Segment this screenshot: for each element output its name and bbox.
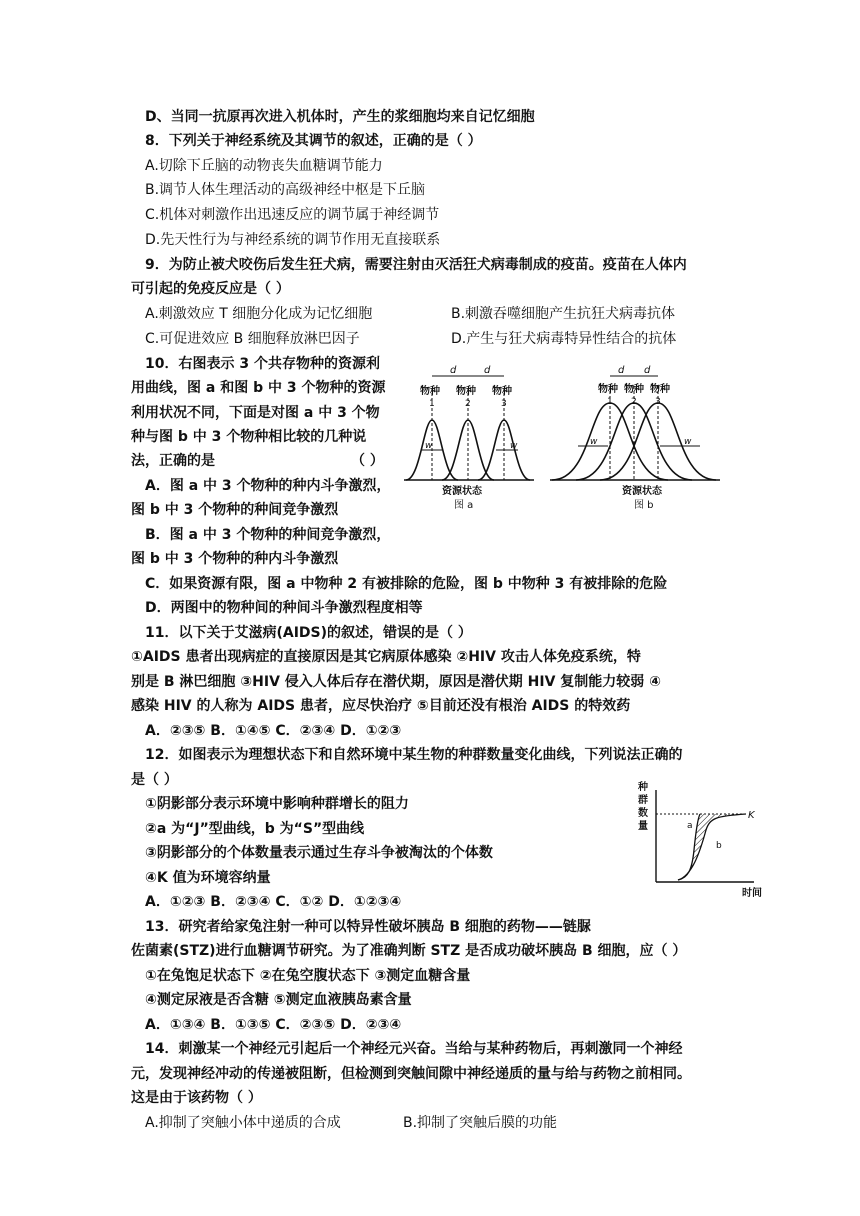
statement: ②a 为“J”型曲线，b 为“S”型曲线 [145, 821, 365, 837]
figure-a [404, 365, 534, 511]
option-line: D.产生与狂犬病毒特异性结合的抗体 [451, 331, 677, 347]
option-line: A.切除下丘脑的动物丧失血糖调节能力 [145, 158, 383, 174]
species-num: 3 [501, 399, 507, 409]
option-line: B.抑制了突触后膜的功能 [403, 1115, 558, 1131]
x-axis-label: 资源状态 [442, 486, 482, 497]
options-row: A．①③④ B．①③⑤ C．②③⑤ D．②③④ [145, 1017, 402, 1033]
option-line: D．两图中的物种间的种间斗争激烈程度相等 [145, 600, 423, 616]
species-label: 物种 [492, 386, 512, 397]
question-14-cont: 元，发现神经冲动的传递被阻断，但检测到突触间隙中神经递质的量与给与药物之前相同。 [131, 1066, 691, 1082]
question-11: 11．以下关于艾滋病(AIDS)的叙述，错误的是（ ） [145, 625, 472, 641]
d-label: d [644, 365, 651, 376]
question-10-cont: 用曲线，图 a 和图 b 中 3 个物种的资源 [131, 380, 386, 396]
species-num: 2 [465, 399, 471, 409]
w-label: w [425, 441, 433, 451]
answer-paren: （ ） [351, 453, 384, 469]
w-label: w [590, 437, 598, 447]
option-line: A.抑制了突触小体中递质的合成 [145, 1115, 341, 1131]
question-14-cont: 这是由于该药物（ ） [131, 1090, 262, 1106]
species-num: 1 [429, 399, 435, 409]
question-11-item: 别是 B 淋巴细胞 ③HIV 侵入人体后存在潜伏期，原因是潜伏期 HIV 复制能力较弱 ④ [131, 674, 662, 690]
question-12-cont: 是（ ） [131, 772, 178, 788]
question-11-item: ①AIDS 患者出现病症的直接原因是其它病原体感染 ②HIV 攻击人体免疫系统，特 [131, 649, 641, 665]
species-label: 物种 [456, 386, 476, 397]
option-line: C.机体对刺激作出迅速反应的调节属于神经调节 [145, 207, 440, 223]
option-line: B.调节人体生理活动的高级神经中枢是下丘脑 [145, 182, 426, 198]
species-num: 2 [631, 397, 637, 407]
d-label: d [484, 365, 491, 376]
option-line: B.刺激吞噬细胞产生抗狂犬病毒抗体 [451, 306, 676, 322]
resource-utilization-figure [400, 358, 730, 518]
question-14: 14．刺激某一个神经元引起后一个神经元兴奋。当给与某种药物后，再刺激同一个神经 [145, 1041, 683, 1057]
x-axis-label: 资源状态 [622, 486, 662, 497]
species-label: 物种 [420, 386, 440, 397]
species-label: 物种 [598, 384, 618, 395]
y-label-char: 群 [638, 795, 648, 806]
option-line: 图 b 中 3 个物种的种间竞争激烈 [131, 502, 339, 518]
option-line: C.可促进效应 B 细胞释放淋巴因子 [145, 331, 360, 347]
question-12: 12．如图表示为理想状态下和自然环境中某生物的种群数量变化曲线，下列说法正确的 [145, 747, 683, 763]
option-line: C．如果资源有限，图 a 中物种 2 有被排除的危险，图 b 中物种 3 有被排除的危险 [145, 576, 668, 592]
question-13: 13．研究者给家兔注射一种可以特异性破坏胰岛 B 细胞的药物——链脲 [145, 919, 591, 935]
species-num: 3 [655, 397, 661, 407]
statement: ①在兔饱足状态下 ②在兔空腹状态下 ③测定血糖含量 [145, 968, 471, 984]
option-line: D.先天性行为与神经系统的调节作用无直接联系 [145, 232, 441, 248]
statement: ①阴影部分表示环境中影响种群增长的阻力 [145, 796, 409, 812]
question-13-cont: 佐菌素(STZ)进行血糖调节研究。为了准确判断 STZ 是否成功破坏胰岛 B 细胞，应（ ） [131, 943, 687, 959]
k-label: K [748, 810, 755, 821]
options-row: A．①②③ B．②③④ C．①② D．①②③④ [145, 894, 402, 910]
species-num: 1 [607, 397, 613, 407]
w-label: w [684, 437, 692, 447]
option-line: A．图 a 中 3 个物种的种内斗争激烈， [145, 478, 391, 494]
options-row: A．②③⑤ B．①④⑤ C．②③④ D．①②③ [145, 723, 402, 739]
d-label: d [450, 365, 457, 376]
caption-b: 图 b [634, 500, 654, 511]
statement: ④K 值为环境容纳量 [145, 870, 271, 886]
w-label: w [510, 441, 518, 451]
curve-a-label: a [687, 821, 693, 831]
option-line: A.刺激效应 T 细胞分化成为记忆细胞 [145, 306, 373, 322]
statement: ③阴影部分的个体数量表示通过生存斗争被淘汰的个体数 [145, 845, 493, 861]
y-label-char: 数 [638, 808, 648, 819]
y-label-char: 量 [638, 821, 648, 832]
option-line: B．图 a 中 3 个物种的种间竞争激烈， [145, 527, 391, 543]
caption-a: 图 a [454, 500, 474, 511]
option-line: 图 b 中 3 个物种的种内斗争激烈 [131, 551, 339, 567]
curve-b-label: b [716, 841, 722, 851]
species-label: 物种 [624, 384, 644, 395]
statement: ④测定尿液是否含糖 ⑤测定血液胰岛素含量 [145, 992, 412, 1008]
question-10: 10．右图表示 3 个共存物种的资源利 [145, 356, 380, 372]
species-label: 物种 [650, 384, 670, 395]
question-10-cont: 法，正确的是 [131, 453, 215, 469]
figure-b [550, 365, 720, 511]
question-10-cont: 利用状况不同，下面是对图 a 中 3 个物 [131, 405, 380, 421]
option-line: D、当同一抗原再次进入机体时，产生的浆细胞均来自记忆细胞 [145, 109, 535, 125]
population-curve-figure [636, 780, 786, 910]
x-axis-label: 时间 [742, 888, 762, 899]
question-9: 9．为防止被犬咬伤后发生狂犬病，需要注射由灭活狂犬病毒制成的疫苗。疫苗在人体内 [145, 257, 687, 273]
d-label: d [618, 365, 625, 376]
question-11-item: 感染 HIV 的人称为 AIDS 患者，应尽快治疗 ⑤目前还没有根治 AIDS 的特效药 [131, 698, 631, 714]
question-9-cont: 可引起的免疫反应是（ ） [131, 281, 290, 297]
y-label-char: 种 [638, 782, 648, 793]
question-8: 8．下列关于神经系统及其调节的叙述，正确的是（ ） [145, 133, 482, 149]
question-10-cont: 种与图 b 中 3 个物种相比较的几种说 [131, 429, 367, 445]
